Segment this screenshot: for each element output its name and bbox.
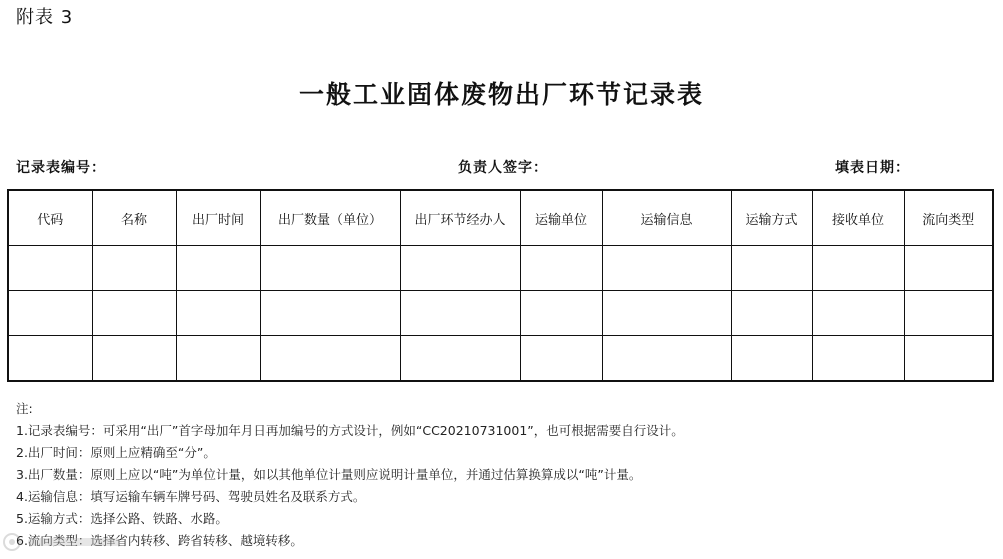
table-cell: [731, 291, 812, 336]
column-header-code: 代码: [8, 190, 92, 246]
table-cell: [602, 291, 731, 336]
table-cell: [260, 246, 400, 291]
table-cell: [602, 336, 731, 382]
column-header-exit-time: 出厂时间: [176, 190, 260, 246]
note-item: 6.流向类型：选择省内转移、跨省转移、越境转移。: [16, 533, 303, 548]
signature-label: 负责人签字：: [458, 160, 548, 176]
column-header-transport-mode: 运输方式: [731, 190, 812, 246]
column-header-flow-type: 流向类型: [904, 190, 993, 246]
watermark-logo-icon: [0, 530, 130, 554]
note-item: 1.记录表编号：可采用“出厂”首字母加年月日再加编号的方式设计，例如“CC20210731001”，也可根据需要自行设计。: [16, 423, 684, 438]
table-cell: [812, 246, 904, 291]
column-header-receiving-unit: 接收单位: [812, 190, 904, 246]
table-cell: [8, 246, 92, 291]
table-cell: [731, 336, 812, 382]
table-cell: [92, 246, 176, 291]
table-cell: [176, 291, 260, 336]
table-cell: [731, 246, 812, 291]
table-cell: [92, 336, 176, 382]
table-row: [8, 291, 993, 336]
table-cell: [260, 291, 400, 336]
notes-heading: 注:: [16, 401, 33, 416]
table-header-row: [8, 190, 993, 246]
column-header-transport-info: 运输信息: [602, 190, 731, 246]
table-cell: [8, 291, 92, 336]
table-cell: [812, 291, 904, 336]
table-cell: [92, 291, 176, 336]
table-cell: [520, 291, 602, 336]
table-cell: [176, 336, 260, 382]
table-cell: [904, 336, 993, 382]
column-header-exit-quantity: 出厂数量（单位）: [260, 190, 400, 246]
table-cell: [904, 246, 993, 291]
table-row: [8, 336, 993, 382]
note-item: 2.出厂时间：原则上应精确至“分”。: [16, 445, 216, 460]
table-cell: [176, 246, 260, 291]
note-item: 4.运输信息：填写运输车辆车牌号码、驾驶员姓名及联系方式。: [16, 489, 366, 504]
column-header-handler: 出厂环节经办人: [400, 190, 520, 246]
fill-date-label: 填表日期：: [835, 160, 910, 176]
record-table: [7, 189, 994, 382]
note-item: 5.运输方式：选择公路、铁路、水路。: [16, 511, 228, 526]
column-header-transport-unit: 运输单位: [520, 190, 602, 246]
table-cell: [400, 291, 520, 336]
table-row: [8, 246, 993, 291]
table-cell: [400, 246, 520, 291]
note-item: 3.出厂数量：原则上应以“吨”为单位计量，如以其他单位计量则应说明计量单位，并通过估算换算成以“吨”计量。: [16, 467, 642, 482]
table-cell: [8, 336, 92, 382]
table-cell: [520, 336, 602, 382]
table-cell: [520, 246, 602, 291]
table-cell: [602, 246, 731, 291]
column-header-name: 名称: [92, 190, 176, 246]
table-cell: [260, 336, 400, 382]
record-number-label: 记录表编号：: [16, 160, 106, 176]
watermark: [0, 530, 130, 554]
table-cell: [904, 291, 993, 336]
table-cell: [400, 336, 520, 382]
notes-section: [16, 398, 996, 552]
document-title: 一般工业固体废物出厂环节记录表: [298, 80, 704, 109]
appendix-label: 附表 3: [16, 7, 74, 28]
table-cell: [812, 336, 904, 382]
